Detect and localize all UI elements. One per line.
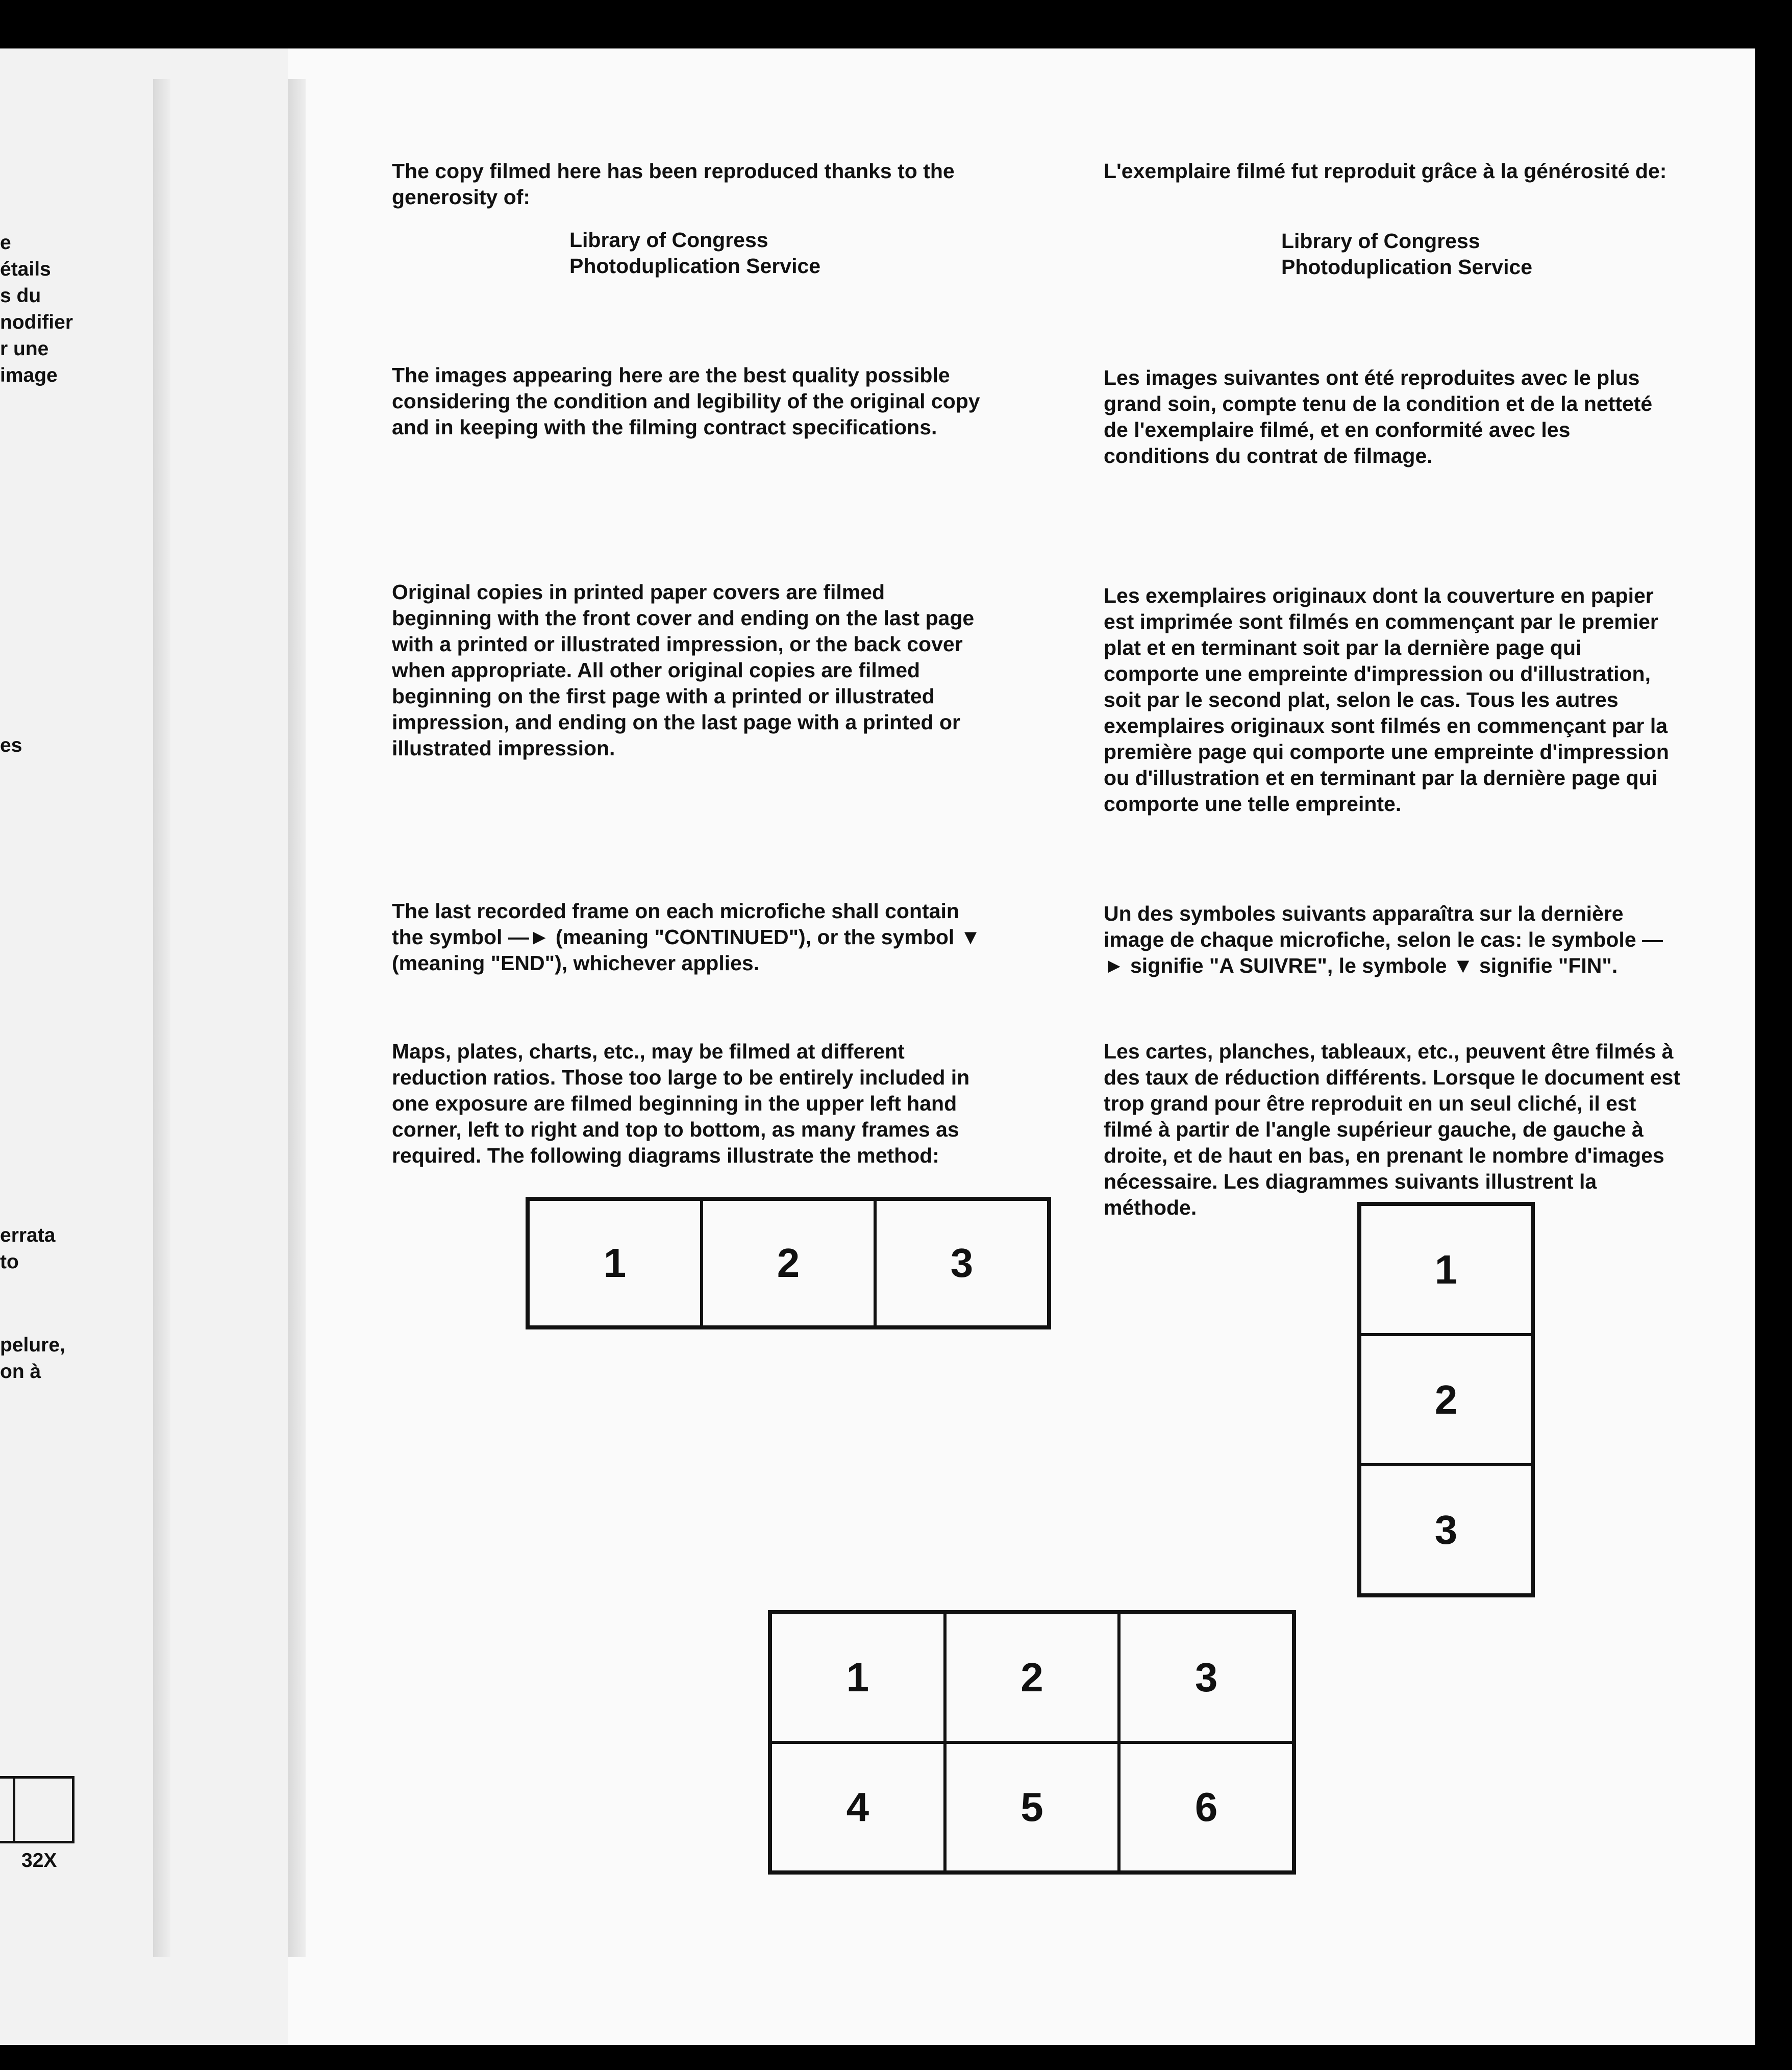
left-fragment-pelure-1: pelure, — [0, 1334, 65, 1356]
left-fragment-line-2: étails — [0, 258, 51, 280]
french-source-line-2: Photoduplication Service — [1281, 255, 1533, 279]
english-p4-text-c: (meaning "END"), whichever applies. — [392, 951, 760, 975]
french-source-line-1: Library of Congress — [1281, 229, 1480, 253]
left-fragment-line-1: e — [0, 232, 11, 254]
left-fragment-line-5: r une — [0, 338, 49, 360]
left-fragment-line-4: nodifier — [0, 311, 73, 333]
english-p4-text-b: (meaning "CONTINUED"), or the symbol — [550, 925, 960, 949]
scanned-page — [0, 48, 1755, 2045]
continued-arrow-icon: —► — [1104, 928, 1663, 977]
french-column — [1104, 158, 1680, 1230]
diagram-cell: 6 — [1119, 1742, 1293, 1872]
diagram-cell: 3 — [1360, 1465, 1532, 1595]
diagram-cell: 1 — [528, 1199, 702, 1327]
scan-edge-bottom — [0, 2045, 1792, 2070]
french-p5: Les cartes, planches, tableaux, etc., peuvent être filmés à des taux de réduction différents. Lorsque le document est trop grand pour être reproduit en un seul cliché, il est filmé à partir de l'angle supérieur gauche, de gauche à droite, et de haut en bas, en prenant le nombre d'images nécessaire. Les diagrammes suivants illustrent la méthode. — [1104, 1040, 1680, 1219]
diagram-cell: 2 — [1360, 1335, 1532, 1465]
left-fragment-mid: es — [0, 734, 22, 756]
left-fragment-errata-2: to — [0, 1251, 19, 1273]
left-fragment-line-6: image — [0, 364, 58, 386]
scan-edge-right — [1755, 48, 1792, 2045]
english-p3: Original copies in printed paper covers are filmed beginning with the front cover and ending on the last page with a printed or illustrated impression, or the back cover when appropriate. All other original copies are filmed beginning on the first page with a printed or illustrated impression, and ending on the last page with a printed or illustrated impression. — [392, 580, 975, 760]
end-triangle-icon: ▼ — [1453, 954, 1474, 977]
french-p3: Les exemplaires originaux dont la couverture en papier est imprimée sont filmés en commençant par le premier plat et en terminant soit par la dernière page qui comporte une empreinte d'impression ou d'illustration, soit par le second plat, selon le cas. Tous les autres exemplaires originaux sont filmés en commençant par la première page qui comporte une empreinte d'impression ou d'illustration et en terminant par la dernière page qui comporte une telle empreinte. — [1104, 584, 1669, 816]
left-fragment-line-3: s du — [0, 285, 41, 307]
continued-arrow-icon: —► — [508, 925, 550, 949]
english-p4-text-a: The last recorded frame on each microfiche shall contain the symbol — [392, 899, 959, 949]
french-p2: Les images suivantes ont été reproduites avec le plus grand soin, compte tenu de la condition et de la netteté de l'exemplaire filmé, et en conformité avec les conditions du contrat de filmage. — [1104, 366, 1653, 467]
scale-box-right — [13, 1776, 74, 1843]
french-p1: L'exemplaire filmé fut reproduit grâce à la générosité de: — [1104, 159, 1667, 183]
english-column — [392, 158, 989, 1179]
diagram-cell: 4 — [770, 1742, 945, 1872]
diagram-cell: 1 — [770, 1613, 945, 1742]
left-fragment-errata-1: errata — [0, 1224, 56, 1246]
french-p4-text-c: signifie "FIN". — [1473, 954, 1618, 977]
english-p1: The copy filmed here has been reproduced thanks to the generosity of: — [392, 159, 955, 209]
french-p4-text-b: signifie "A SUIVRE", le symbole — [1124, 954, 1453, 977]
left-fragment-pelure-2: on à — [0, 1361, 41, 1383]
diagram-horizontal — [526, 1197, 1051, 1329]
diagram-cell: 2 — [945, 1613, 1119, 1742]
english-p5: Maps, plates, charts, etc., may be filmed at different reduction ratios. Those too large to be entirely included in one exposure are filmed beginning in the upper left hand corner, left to right and top to bottom, as many frames as required. The following diagrams illustrate the method: — [392, 1040, 970, 1167]
page-gutter-shadow — [288, 79, 306, 1957]
end-triangle-icon: ▼ — [960, 925, 981, 949]
page-fold-shadow — [153, 79, 170, 1957]
english-p4 — [392, 898, 989, 976]
french-p4-text-a: Un des symboles suivants apparaîtra sur la dernière image de chaque microfiche, selon le cas: le symbole — [1104, 902, 1642, 951]
diagram-cell: 5 — [945, 1742, 1119, 1872]
diagram-grid — [768, 1610, 1296, 1875]
diagram-vertical — [1357, 1202, 1535, 1597]
diagram-cell: 3 — [1119, 1613, 1293, 1742]
diagram-cell: 1 — [1360, 1204, 1532, 1335]
diagram-cell: 2 — [702, 1199, 875, 1327]
english-p2: The images appearing here are the best quality possible considering the condition and legibility of the original copy and in keeping with the filming contract specifications. — [392, 363, 980, 439]
scale-label: 32X — [21, 1850, 57, 1871]
french-p4 — [1104, 901, 1680, 979]
english-source-line-2: Photoduplication Service — [569, 254, 821, 278]
diagram-cell: 3 — [875, 1199, 1049, 1327]
english-source-line-1: Library of Congress — [569, 228, 768, 252]
